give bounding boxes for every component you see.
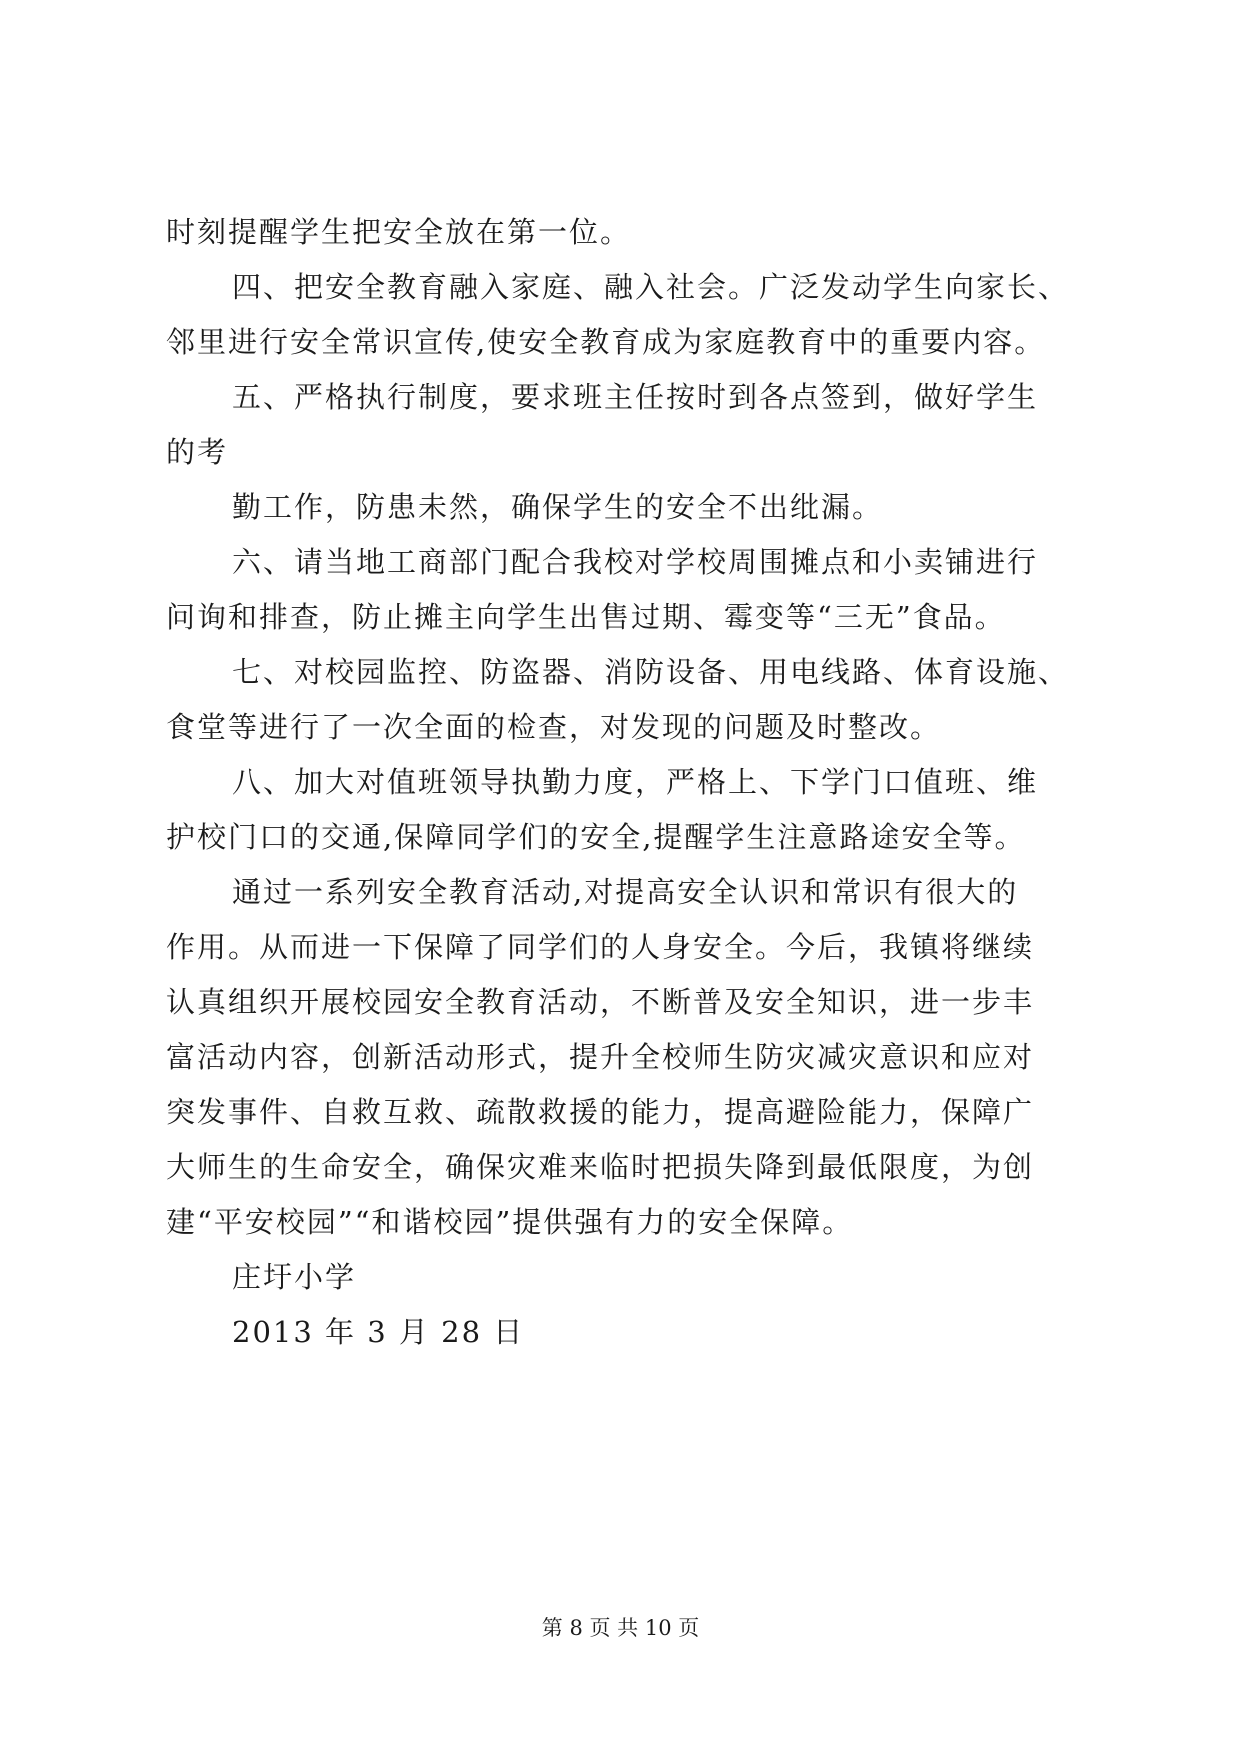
- paragraph-line: 四、把安全教育融入家庭、融入社会。广泛发动学生向家长、: [232, 270, 1070, 304]
- text-line: 护校门口的交通,保障同学们的安全,提醒学生注意路途安全等。: [166, 820, 1026, 854]
- paragraph-line: 八、加大对值班领导执勤力度，严格上、下学门口值班、维: [232, 765, 1039, 799]
- text-line: 的考: [166, 435, 229, 469]
- text-line: 邻里进行安全常识宣传,使安全教育成为家庭教育中的重要内容。: [166, 325, 1046, 359]
- text-line: 时刻提醒学生把安全放在第一位。: [166, 215, 632, 249]
- paragraph-line: 五、严格执行制度，要求班主任按时到各点签到，做好学生: [232, 380, 1039, 414]
- paragraph-line: 七、对校园监控、防盗器、消防设备、用电线路、体育设施、: [232, 655, 1070, 689]
- page-footer: 第 8 页 共 10 页: [541, 1616, 700, 1640]
- text-line: 作用。从而进一下保障了同学们的人身安全。今后，我镇将继续: [166, 930, 1035, 964]
- text-line: 问询和排查，防止摊主向学生出售过期、霉变等“三无”食品。: [166, 600, 1006, 634]
- paragraph-line: 六、请当地工商部门配合我校对学校周围摊点和小卖铺进行: [232, 545, 1039, 579]
- signature-date: 2013 年 3 月 28 日: [232, 1315, 525, 1349]
- text-line: 富活动内容，创新活动形式，提升全校师生防灾减灾意识和应对: [166, 1040, 1035, 1074]
- text-line: 大师生的生命安全，确保灾难来临时把损失降到最低限度，为创: [166, 1150, 1035, 1184]
- text-line: 认真组织开展校园安全教育活动，不断普及安全知识，进一步丰: [166, 985, 1035, 1019]
- paragraph-line: 通过一系列安全教育活动,对提高安全认识和常识有很大的: [232, 875, 1019, 909]
- signature-school: 庄圩小学: [232, 1260, 357, 1294]
- paragraph-line: 勤工作，防患未然，确保学生的安全不出纰漏。: [232, 490, 884, 524]
- text-line: 食堂等进行了一次全面的检查，对发现的问题及时整改。: [166, 710, 942, 744]
- text-line: 建“平安校园”“和谐校园”提供强有力的安全保障。: [166, 1205, 854, 1239]
- text-line: 突发事件、自救互救、疏散救援的能力，提高避险能力，保障广: [166, 1095, 1035, 1129]
